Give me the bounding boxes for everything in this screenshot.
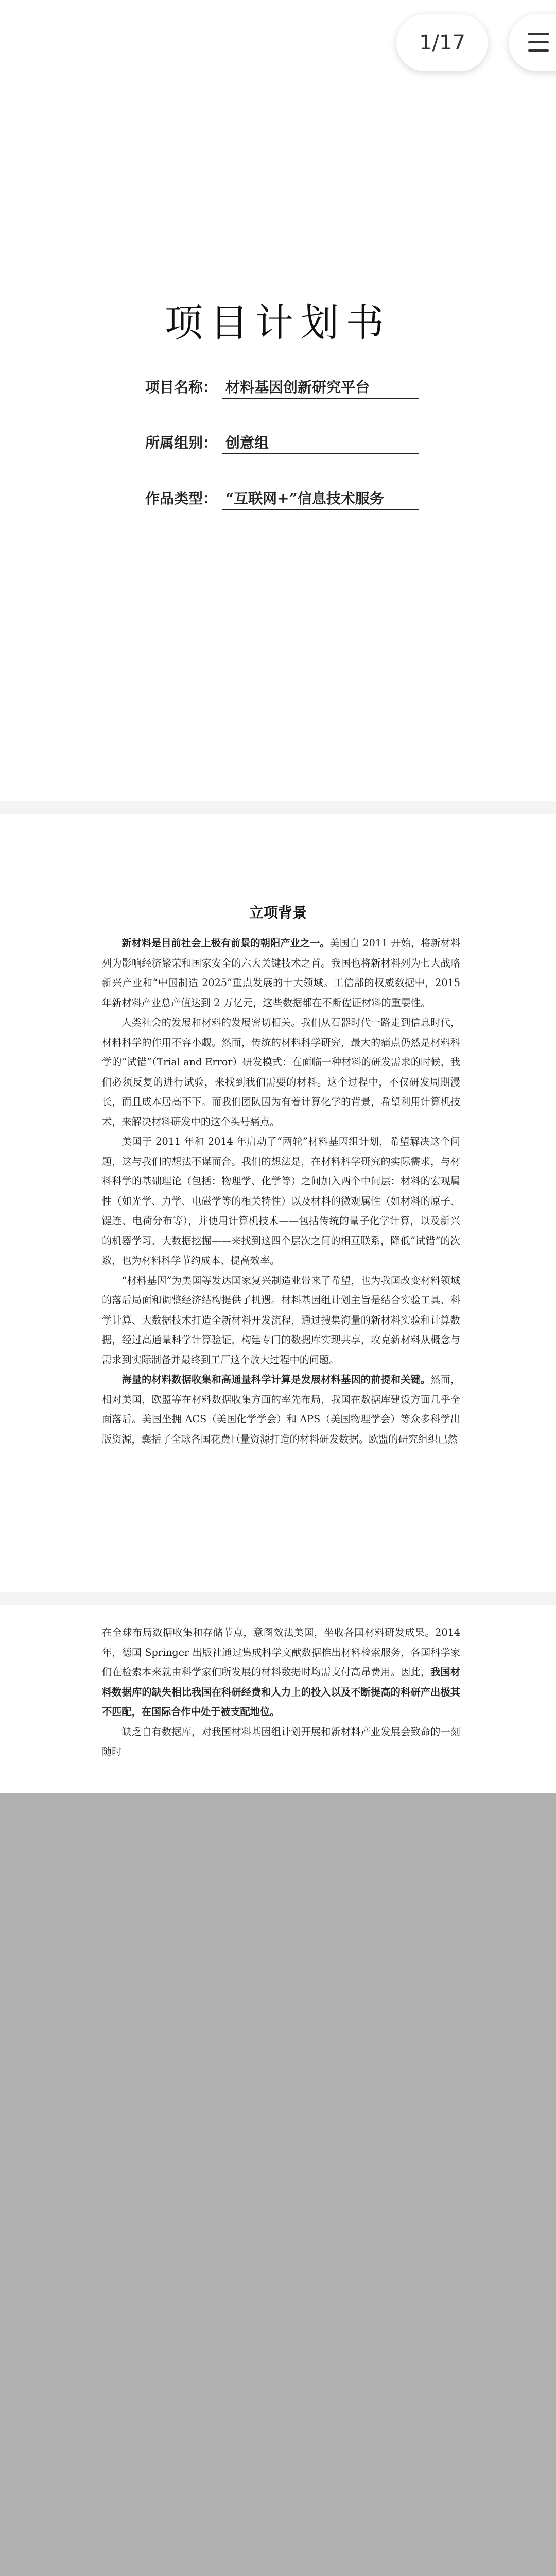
paragraph-text: 在全球布局数据收集和存储节点，意图效法美国，坐收各国材料研发成果。2014 年，德国 Springer 出版社通过集成科学文献数据推出材料检索服务，各国科学家们在检索本来就由科学家们所发展的材料数据时均需支付高昂费用。因此， xyxy=(102,1626,460,1678)
paragraph-bold: 新材料是目前社会上极有前景的朝阳产业之一。 xyxy=(121,937,330,949)
hamburger-menu-icon xyxy=(528,33,549,52)
paragraph: 美国于 2011 年和 2014 年启动了“两轮”材料基因组计划，希望解决这个问题，这与我们的想法不谋而合。我们的想法是，在材料科学研究的实际需求，与材料科学的基础理论（包括：物理学、化学等）之间加入两个中间层：材料的宏观属性（如光学、力学、电磁学等的相关特性）以及材料的微观属性（如材料的原子、键连、电荷分布等），并使用计算机技术——包括传统的量子化学计算，以及新兴的机器学习、大数据挖掘——来找到这四个层次之间的相互联系，降低“试错”的次数，也为材料科学节约成本、提高效率。 xyxy=(102,1136,460,1266)
project-name-value: 材料基因创新研究平台 xyxy=(222,376,419,399)
paragraph: 缺乏自有数据库，对我国材料基因组计划开展和新材料产业发展会致命的一刻随时 xyxy=(102,1725,460,1757)
body-text xyxy=(102,934,460,1449)
page-indicator: 1/17 xyxy=(396,14,488,71)
cover-title: 项目计划书 xyxy=(165,301,391,345)
document-page-1 xyxy=(0,0,556,801)
document-page-3 xyxy=(0,1605,556,1801)
paragraph xyxy=(102,934,460,1013)
section-title: 立项背景 xyxy=(249,904,307,921)
paragraph xyxy=(102,1623,460,1722)
paragraph-bold: 我国材料数据库的缺失相比我国在科研经费和人力上的投入以及不断提高的科研产出极其不匹配，在国际合作中处于被支配地位。 xyxy=(102,1666,461,1718)
loading-overlay xyxy=(0,1793,556,2576)
group-label: 所属组别： xyxy=(145,434,218,451)
project-name-label: 项目名称： xyxy=(145,379,218,396)
project-name-row xyxy=(145,376,419,399)
paragraph: 人类社会的发展和材料的发展密切相关。我们从石器时代一路走到信息时代，材料科学的作用不容小觑。然而，传统的材料科学研究，最大的痛点仍然是材料科学的“试错”（Trial and Error）研发模式：在面临一种材料的研发需求的时候，我们必须反复的进行试验，来找到我们需要的材料。这个过程中，不仅研发周期漫长，而且成本居高不下。而我们团队因为有着计算化学的背景，希望利用计算机技术，来解决材料研发中的这个头号痛点。 xyxy=(102,1016,460,1128)
body-text xyxy=(102,1623,460,1762)
paragraph-text: 然而，相对美国，欧盟等在材料数据收集方面的率先布局，我国在数据库建设方面几乎全面落后。美国坐拥 ACS（美国化学学会）和 APS（美国物理学会）等众多科学出版资源，囊括了全球各国花费巨量资源打造的材料研发数据。欧盟的研究组织已然 xyxy=(102,1374,461,1445)
work-type-label: 作品类型： xyxy=(145,490,218,507)
paragraph-text: 美国自 2011 开始，将新材料列为影响经济繁荣和国家安全的六大关键技术之首。我国也将新材料列为七大战略新兴产业和“中国制造 2025”重点发展的十大领域。工信部的权威数据中，2015 年新材料产业总产值达到 2 万亿元，这些数据都在不断佐证材料的重要性。 xyxy=(102,937,461,1009)
document-page-2 xyxy=(0,814,556,1592)
work-type-value: “互联网+”信息技术服务 xyxy=(222,487,419,510)
group-value: 创意组 xyxy=(222,432,419,454)
paragraph xyxy=(102,1370,460,1449)
group-row xyxy=(145,432,419,454)
paragraph-bold: 海量的材料数据收集和高通量科学计算是发展材料基因的前提和关键。 xyxy=(121,1374,431,1385)
work-type-row xyxy=(145,487,419,510)
paragraph: “材料基因”为美国等发达国家复兴制造业带来了希望，也为我国改变材料领域的落后局面和调整经济结构提供了机遇。材料基因组计划主旨是结合实验工具、科学计算、大数据技术打造全新材料开发流程，通过搜集海量的新材料实验和计算数据，经过高通量科学计算验证，构建专门的数据库实现共享，攻克新材料从概念与需求到实际制备并最终到工厂这个放大过程中的问题。 xyxy=(102,1274,460,1366)
